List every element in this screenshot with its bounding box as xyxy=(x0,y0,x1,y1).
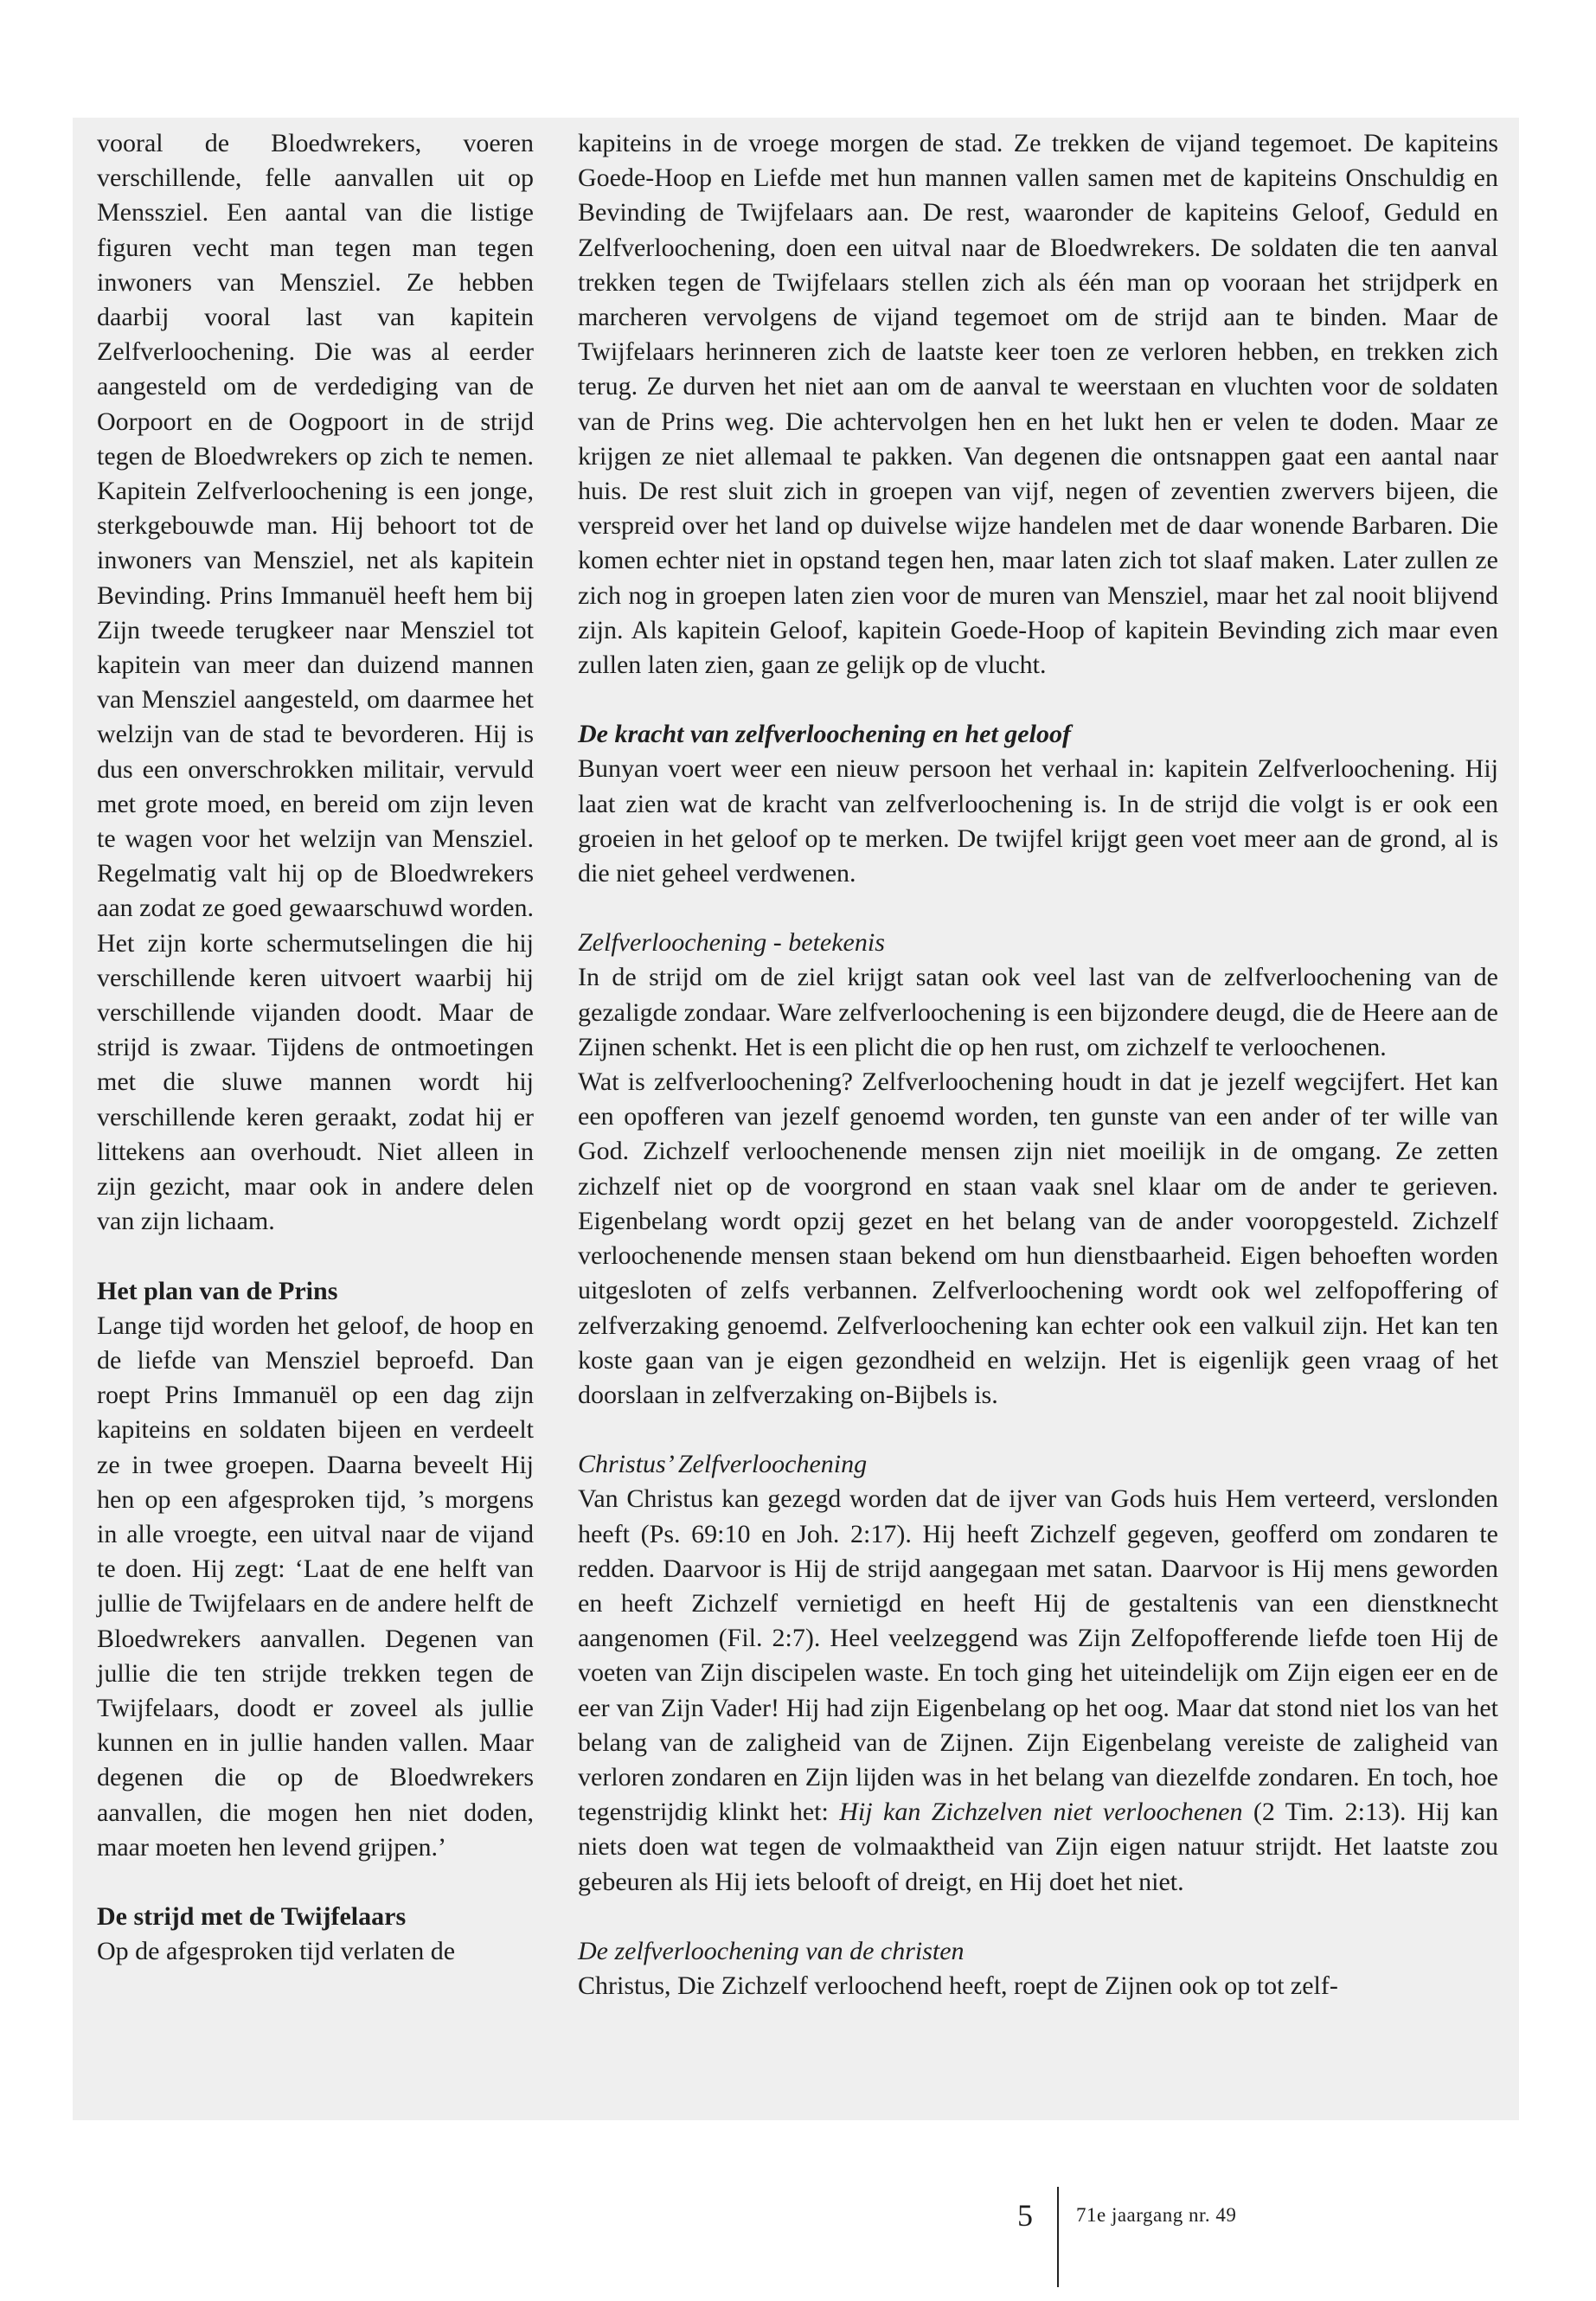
right-paragraph-5 xyxy=(578,1482,1498,1899)
left-paragraph-1: vooral de Bloedwrekers, voeren verschillende, felle aanvallen uit op Menssziel. Een aantal van die listige figuren vecht man tegen man tegen inwoners van Mensziel. Ze hebben daarbij vooral last van kapitein Zelfverloochening. Die was al eerder aangesteld om de verdediging van de Oorpoort en de Oogpoort in de strijd tegen de Bloedwrekers op zich te nemen. Kapitein Zelfverloochening is een jonge, sterkgebouwde man. Hij behoort tot de inwoners van Mensziel, net als kapitein Bevinding. Prins Immanuël heeft hem bij Zijn tweede terugkeer naar Mensziel tot kapitein van meer dan duizend mannen van Mensziel aangesteld, om daarmee het welzijn van de stad te bevorderen. Hij is dus een onverschrokken militair, vervuld met grote moed, en bereid om zijn leven te wagen voor het welzijn van Mensziel. Regelmatig valt hij op de Bloedwrekers aan zodat ze goed gewaarschuwd worden. Het zijn korte schermutselingen die hij verschillende keren uitvoert waarbij hij verschillende vijanden doodt. Maar de strijd is zwaar. Tijdens de ontmoetingen met die sluwe mannen wordt hij verschillende keren geraakt, zodat hij er littekens aan overhoudt. Niet alleen in zijn gezicht, maar ook in andere delen van zijn lichaam. xyxy=(97,129,534,1236)
page-number: 5 xyxy=(1017,2198,1033,2233)
left-paragraph-2: Lange tijd worden het geloof, de hoop en de liefde van Mensziel beproefd. Dan roept Prins Immanuël op een dag zijn kapiteins en soldaten bijeen en verdeelt ze in twee groepen. Daarna beveelt Hij hen op een afgesproken tijd, ’s morgens in alle vroegte, een uitval naar de vijand te doen. Hij zegt: ‘Laat de ene helft van jullie de Twijfelaars en de andere helft de Bloedwrekers aanvallen. Degenen van jullie die ten strijde trekken tegen de Twijfelaars, doodt er zoveel als jullie kunnen en in jullie handen vallen. Maar degenen die op de Bloedwrekers aanvallen, die mogen hen niet doden, maar moeten hen levend grijpen.’ xyxy=(97,1311,534,1862)
right-paragraph-3: In de strijd om de ziel krijgt satan ook veel last van de zelfverloochening van de gezaligde zondaar. Ware zelfverloochening is een bijzondere deugd, die de Heere aan de Zijnen schenkt. Het is een plicht die op hen rust, om zichzelf te verloochenen. xyxy=(578,963,1498,1061)
scripture-quote: Hij kan Zichzelven niet verloochenen xyxy=(839,1798,1243,1827)
subheading-zelfverloochening-christen: De zelfverloochening van de christen xyxy=(578,1936,965,1965)
footer-divider xyxy=(1057,2187,1059,2287)
right-paragraph-5-part-b: (2 Tim. 2:13). Hij kan niets doen wat tegen de volmaaktheid van Zijn eigen natuur strijdt. Het laatste zou gebeuren als Hij iets belooft of dreigt, en Hij doet het niet. xyxy=(578,1798,1498,1896)
right-paragraph-1: kapiteins in de vroege morgen de stad. Ze trekken de vijand tegemoet. De kapiteins Goede-Hoop en Liefde met hun mannen vallen samen met de kapiteins Onschuldig en Bevinding de Twijfelaars aan. De rest, waaronder de kapiteins Geloof, Geduld en Zelfverloochening, doen een uitval naar de Bloedwrekers. De soldaten die ten aanval trekken tegen de Twijfelaars stellen zich als één man op vooraan het strijdperk en marcheren vervolgens de vijand tegemoet om de strijd aan te binden. Maar de Twijfelaars herinneren zich de laatste keer toen ze verloren hebben, en trekken zich terug. Ze durven het niet aan om de aanval te weerstaan en vluchten voor de soldaten van de Prins weg. Die achtervolgen hen en het lukt hen er velen te doden. Maar ze krijgen ze niet allemaal te pakken. Van degenen die ontsnappen gaat een aantal naar huis. De rest sluit zich in groepen van vijf, negen of zeventien zwervers bijeen, die verspreid over het land op duivelse wijze handelen met de daar wonende Barbaren. Die komen echter niet in opstand tegen hen, maar laten zich tot slaaf maken. Later zullen ze zich nog in groepen laten zien voor de muren van Mensziel, maar het zal nooit blijvend zijn. Als kapitein Geloof, kapitein Goede-Hoop of kapitein Bevinding zich maar even zullen laten zien, gaan ze gelijk op de vlucht. xyxy=(578,129,1498,680)
left-paragraph-3: Op de afgesproken tijd verlaten de xyxy=(97,1937,456,1966)
right-paragraph-2: Bunyan voert weer een nieuw persoon het verhaal in: kapitein Zelfverloochening. Hij laat zien wat de kracht van zelfverloochening is. In de strijd die volgt is er ook een groeien in het geloof op te merken. De twijfel krijgt geen voet meer aan de grond, al is die niet geheel verdwenen. xyxy=(578,754,1498,888)
right-paragraph-4: Wat is zelfverloochening? Zelfverloochening houdt in dat je jezelf wegcijfert. Het kan een opofferen van jezelf genoemd worden, ten gunste van een ander of ter wille van God. Zichzelf verloochenende mensen zijn niet moeilijk in de omgang. Ze zetten zichzelf niet op de voorgrond en staan vaak snel klaar om de ander te gerieven. Eigenbelang wordt opzij gezet en het belang van de ander vooropgesteld. Zichzelf verloochenende mensen staan bekend om hun dienstbaarheid. Eigen behoeften worden uitgesloten of zelfs verbannen. Zelfverloochening wordt ook wel zelfopoffering of zelfverzaking genoemd. Zelfverloochening kan echter ook een valkuil zijn. Het kan ten koste gaan van je eigen gezondheid en welzijn. Het is eigenlijk geen vraag of het doorslaan in zelfverzaking on-Bijbels is. xyxy=(578,1067,1498,1409)
right-column xyxy=(578,126,1498,2003)
subheading-betekenis: Zelfverloochening - betekenis xyxy=(578,928,885,958)
right-paragraph-5-part-a: Van Christus kan gezegd worden dat de ijver van Gods huis Hem verteerd, verslonden heeft (Ps. 69:10 en Joh. 2:17). Hij heeft Zichzelf gegeven, geofferd om zondaren te redden. Daarvoor is Hij de strijd aangegaan met satan. Daarvoor is Hij mens geworden en heeft Zichzelf vernietigd en heeft Hij de gestaltenis van een dienstknecht aangenomen (Fil. 2:7). Heel veelzeggend was Zijn Zelfopofferende liefde toen Hij de voeten van Zijn discipelen waste. En toch ging het uiteindelijk om Zijn eigen eer en de eer van Zijn Vader! Hij had zijn Eigenbelang op het oog. Maar dat stond niet los van het belang van de zaligheid van de Zijnen. Zijn Eigenbelang vereiste de zaligheid van verloren zondaren en Zijn lijden was in het belang van diezelfde zondaren. En toch, hoe tegenstrijdig klinkt het: xyxy=(578,1484,1498,1827)
left-column xyxy=(97,126,534,1969)
section-heading-kracht-zelfverloochening: De kracht van zelfverloochening en het geloof xyxy=(578,720,1071,749)
right-paragraph-6: Christus, Die Zichzelf verloochend heeft, roept de Zijnen ook op tot zelf- xyxy=(578,1971,1338,2000)
subheading-christus-zelfverloochening: Christus’ Zelfverloochening xyxy=(578,1450,868,1479)
section-heading-strijd-twijfelaars: De strijd met de Twijfelaars xyxy=(97,1901,407,1931)
section-heading-plan-van-de-prins: Het plan van de Prins xyxy=(97,1276,338,1305)
issue-label: 71e jaargang nr. 49 xyxy=(1076,2204,1237,2226)
